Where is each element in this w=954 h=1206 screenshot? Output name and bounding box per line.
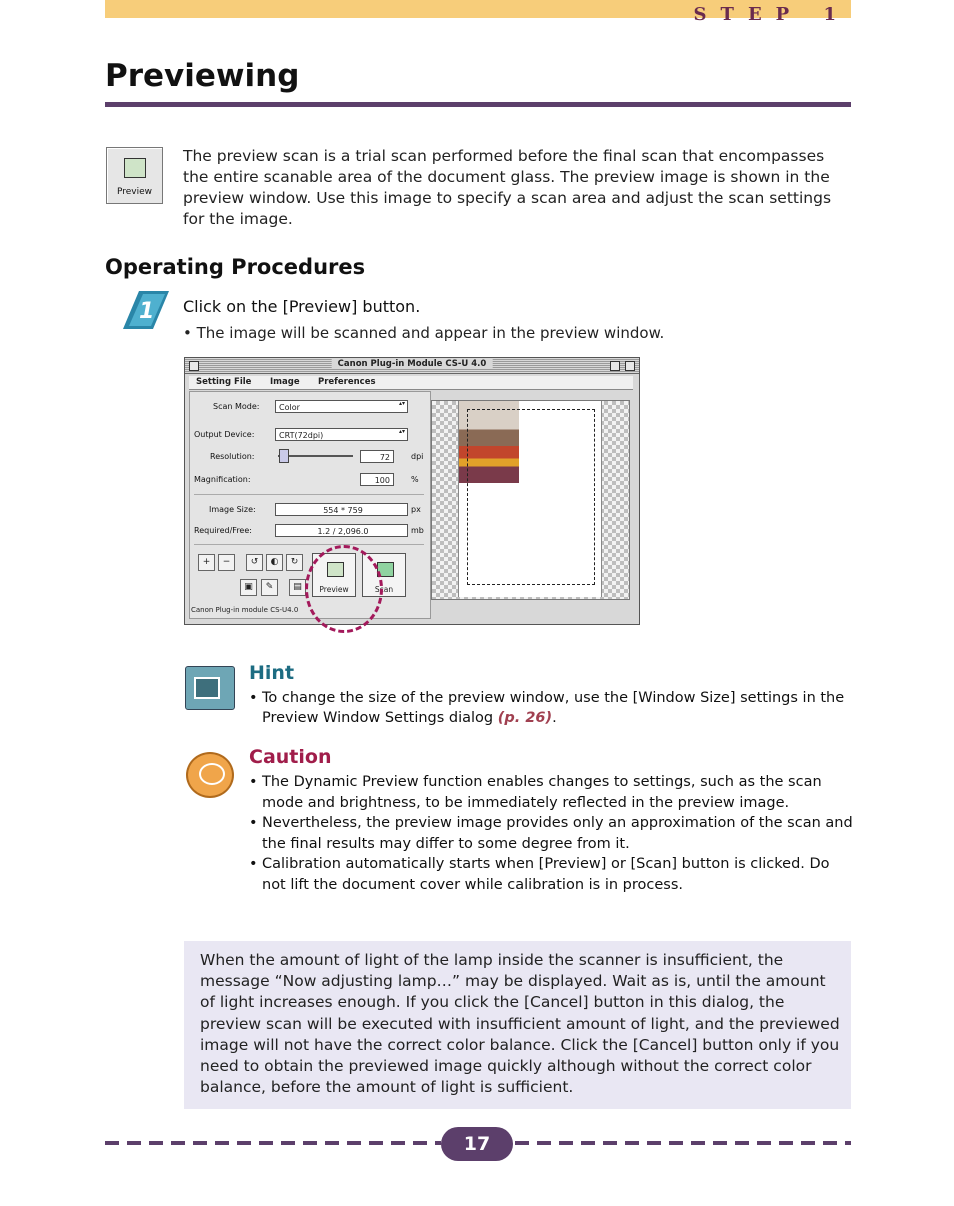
hint-title: Hint xyxy=(249,662,295,684)
plugin-window-screenshot xyxy=(184,357,640,625)
image-size-value: 554 * 759 xyxy=(275,503,408,516)
step-1-text: Click on the [Preview] button. xyxy=(183,297,421,316)
hint-item xyxy=(249,688,851,728)
scan-button-label: Scan xyxy=(374,585,394,594)
scan-area-marquee[interactable] xyxy=(467,409,595,585)
caution-title: Caution xyxy=(249,746,332,768)
menu-image[interactable]: Image xyxy=(270,377,300,387)
highlight-circle xyxy=(305,545,383,633)
caution-item: • The Dynamic Preview function enables changes to settings, such as the scan mode and brightness, to be immediately reflected in the preview image. xyxy=(249,772,853,813)
step-label: STEP 1 xyxy=(693,4,850,25)
slider-thumb[interactable] xyxy=(279,449,289,463)
window-titlebar xyxy=(185,358,639,374)
resolution-slider[interactable] xyxy=(278,455,353,457)
zoom-box-icon[interactable] xyxy=(610,361,620,371)
step-number: 1 xyxy=(139,299,155,324)
step-number-icon xyxy=(121,289,171,331)
hint-text: To change the size of the preview window, use the [Window Size] settings in the Preview Window Settings dialog xyxy=(262,690,845,726)
note-box xyxy=(184,941,851,1109)
footer-rule-left xyxy=(105,1141,441,1145)
scan-mode-label: Scan Mode: xyxy=(213,402,260,411)
caution-icon xyxy=(186,752,234,798)
preview-button-icon xyxy=(106,147,163,204)
required-free-value: 1.2 / 2,096.0 xyxy=(275,524,408,537)
step-1-note: • The image will be scanned and appear in the preview window. xyxy=(183,324,665,342)
step-1-note-text: The image will be scanned and appear in the preview window. xyxy=(196,324,665,342)
magnification-unit: % xyxy=(411,475,419,484)
section-title: Operating Procedures xyxy=(105,255,366,279)
caution-item: • Calibration automatically starts when [Preview] or [Scan] button is clicked. Do not lift the document cover while calibration is in process. xyxy=(249,854,853,895)
speech-bubble-icon xyxy=(199,763,225,785)
magnification-label: Magnification: xyxy=(194,475,251,484)
collapse-box-icon[interactable] xyxy=(625,361,635,371)
menu-bar xyxy=(189,376,633,390)
output-device-label: Output Device: xyxy=(194,430,255,439)
page-number: 17 xyxy=(441,1127,513,1161)
menu-preferences[interactable]: Preferences xyxy=(318,377,376,387)
preview-button-label: Preview xyxy=(319,585,349,594)
hint-end: . xyxy=(552,710,557,726)
zoom-out-icon[interactable]: − xyxy=(218,554,235,571)
preview-icon-label: Preview xyxy=(116,187,153,197)
image-size-unit: px xyxy=(411,505,421,514)
magnification-input[interactable]: 100 xyxy=(360,473,394,486)
required-free-label: Required/Free: xyxy=(194,526,252,535)
rotate-right-icon[interactable]: ↻ xyxy=(286,554,303,571)
menu-setting-file[interactable]: Setting File xyxy=(196,377,252,387)
picture-icon xyxy=(124,158,146,178)
monitor-icon[interactable]: ▣ xyxy=(240,579,257,596)
scan-mode-select[interactable] xyxy=(275,400,408,413)
zoom-in-icon[interactable]: + xyxy=(198,554,215,571)
resolution-unit: dpi xyxy=(411,452,424,461)
hint-body xyxy=(249,688,851,728)
resolution-input[interactable]: 72 xyxy=(360,450,394,463)
preview-paper xyxy=(458,401,602,597)
preview-area[interactable] xyxy=(431,400,630,600)
resolution-label: Resolution: xyxy=(210,452,255,461)
intro-text: The preview scan is a trial scan performed before the final scan that encompasses the entire scanable area of the document glass. The preview image is shown in the preview window. Use this image to specify a scan area and adjust the scan settings for the image. xyxy=(183,147,832,228)
divider xyxy=(194,544,424,545)
caution-body xyxy=(249,772,853,895)
hint-icon xyxy=(185,666,235,710)
note-text: When the amount of light of the lamp inside the scanner is insufficient, the message “Now adjusting lamp…” may be displayed. Wait as is, until the amount of light increases enough. If you click the [Cancel] button in this dialog, the preview scan will be executed with insufficient amount of light, and the previewed image will not have the correct color balance. Click the [Cancel] button only if you need to obtain the previewed image quickly although without the correct color balance, before the amount of light is sufficient. xyxy=(200,951,840,1097)
eyedropper-icon[interactable]: ✎ xyxy=(261,579,278,596)
scan-mode-value: Color xyxy=(279,403,300,412)
rotate-left-icon[interactable]: ↺ xyxy=(246,554,263,571)
image-size-label: Image Size: xyxy=(209,505,256,514)
close-box-icon[interactable] xyxy=(189,361,199,371)
page-title: Previewing xyxy=(105,58,300,94)
window-footer: Canon Plug-in module CS-U4.0 xyxy=(191,606,299,614)
required-free-unit: mb xyxy=(411,526,424,535)
arrow-icon xyxy=(194,677,220,699)
output-device-select[interactable] xyxy=(275,428,408,441)
divider xyxy=(194,494,424,495)
output-device-value: CRT(72dpi) xyxy=(279,431,324,440)
caution-item: • Nevertheless, the preview image provides only an approximation of the scan and the final results may differ to some degree from it. xyxy=(249,813,853,854)
mirror-icon[interactable]: ◐ xyxy=(266,554,283,571)
page-reference-link[interactable]: (p. 26) xyxy=(497,710,553,726)
window-title: Canon Plug-in Module CS-U 4.0 xyxy=(332,359,493,369)
footer-rule-right xyxy=(515,1141,851,1145)
title-rule xyxy=(105,102,851,107)
auto-tone-icon[interactable]: ▤ xyxy=(289,579,306,596)
